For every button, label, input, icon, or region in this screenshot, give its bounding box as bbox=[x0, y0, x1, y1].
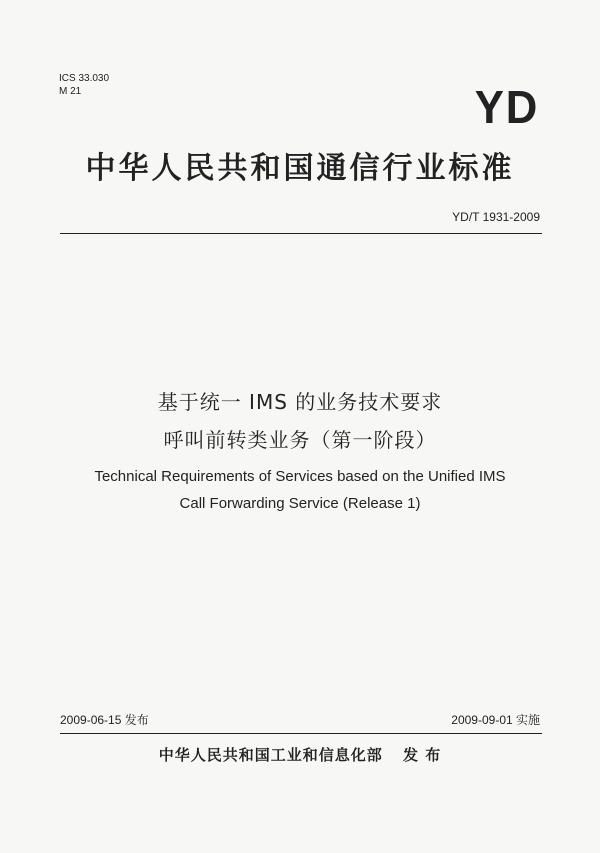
publisher-verb: 发 布 bbox=[403, 746, 442, 764]
ics-code: ICS 33.030 bbox=[59, 73, 110, 84]
yd-logo: YD bbox=[474, 81, 540, 133]
chinese-title-line-1: 基于统一 IMS 的业务技术要求 bbox=[157, 390, 443, 414]
publisher-name: 中华人民共和国工业和信息化部 bbox=[158, 746, 383, 764]
implementation-date: 2009-09-01 实施 bbox=[451, 713, 540, 727]
top-divider bbox=[60, 233, 542, 234]
english-title-line-1: Technical Requirements of Services based on the Unified IMS bbox=[94, 468, 506, 485]
ccs-code: M 21 bbox=[59, 86, 82, 97]
publisher-line bbox=[0, 744, 600, 765]
english-title-line-2: Call Forwarding Service (Release 1) bbox=[179, 495, 421, 512]
chinese-title-line-2: 呼叫前转类业务（第一阶段） bbox=[163, 428, 437, 452]
standard-category-title: 中华人民共和国通信行业标准 bbox=[85, 151, 515, 186]
bottom-divider bbox=[60, 733, 542, 734]
issue-date: 2009-06-15 发布 bbox=[60, 713, 149, 727]
standard-number: YD/T 1931-2009 bbox=[452, 210, 540, 224]
classification-codes bbox=[59, 72, 109, 98]
